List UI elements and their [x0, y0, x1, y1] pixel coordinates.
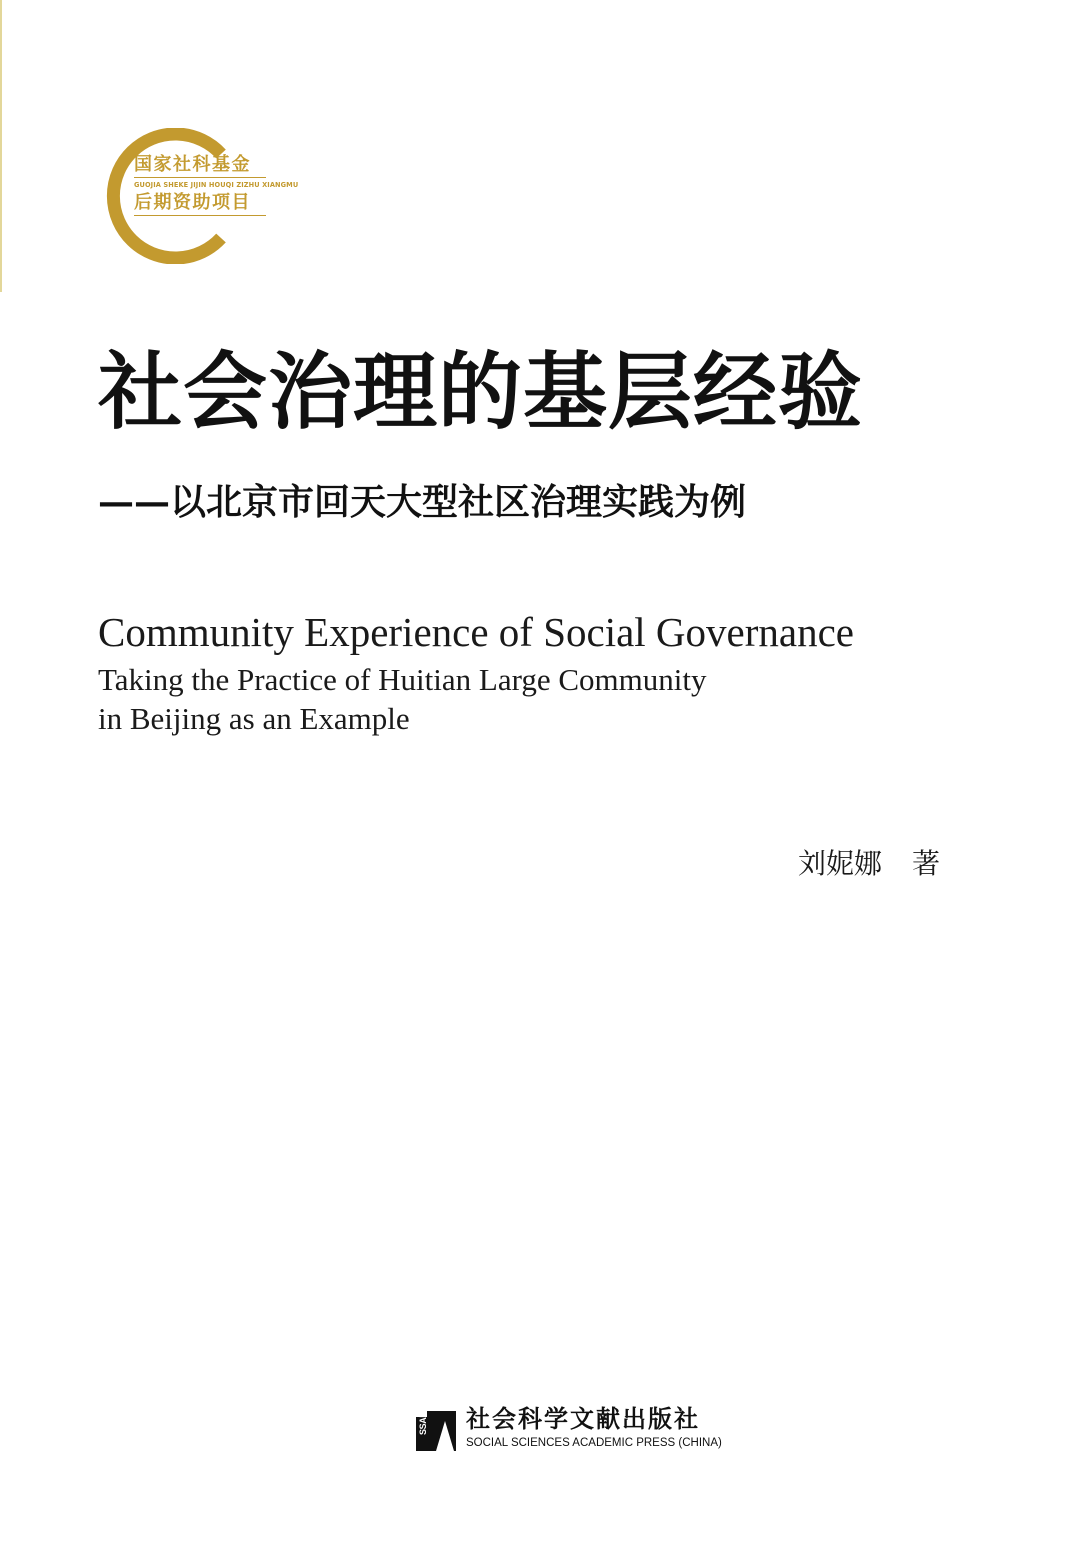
publisher-block	[408, 1405, 748, 1455]
badge-pinyin: GUOJIA SHEKE JIJIN HOUQI ZIZHU XIANGMU	[134, 181, 299, 189]
author-credit	[798, 847, 941, 880]
badge-text-block	[134, 154, 299, 216]
book-subtitle-chinese: ——以北京市回天大型社区治理实践为例	[98, 481, 747, 523]
badge-title: 国家社科基金	[134, 156, 266, 178]
book-title-english: Community Experience of Social Governance	[98, 609, 854, 655]
subtitle-english-line-2: in Beijing as an Example	[98, 701, 410, 736]
author-role: 著	[912, 847, 941, 880]
book-subtitle-english	[98, 660, 707, 738]
author-name: 刘妮娜	[798, 847, 883, 880]
ssap-logo-icon	[408, 1405, 458, 1451]
badge-subtitle: 后期资助项目	[134, 194, 266, 216]
book-title-chinese: 社会治理的基层经验	[98, 342, 864, 441]
ssap-logo-text: SSAP	[418, 1412, 428, 1435]
publisher-name-english: SOCIAL SCIENCES ACADEMIC PRESS (CHINA)	[466, 1437, 722, 1449]
fund-badge	[96, 128, 299, 264]
subtitle-english-line-1: Taking the Practice of Huitian Large Community	[98, 662, 707, 697]
cover-edge-line	[0, 0, 2, 292]
publisher-name-chinese: 社会科学文献出版社	[466, 1405, 700, 1433]
